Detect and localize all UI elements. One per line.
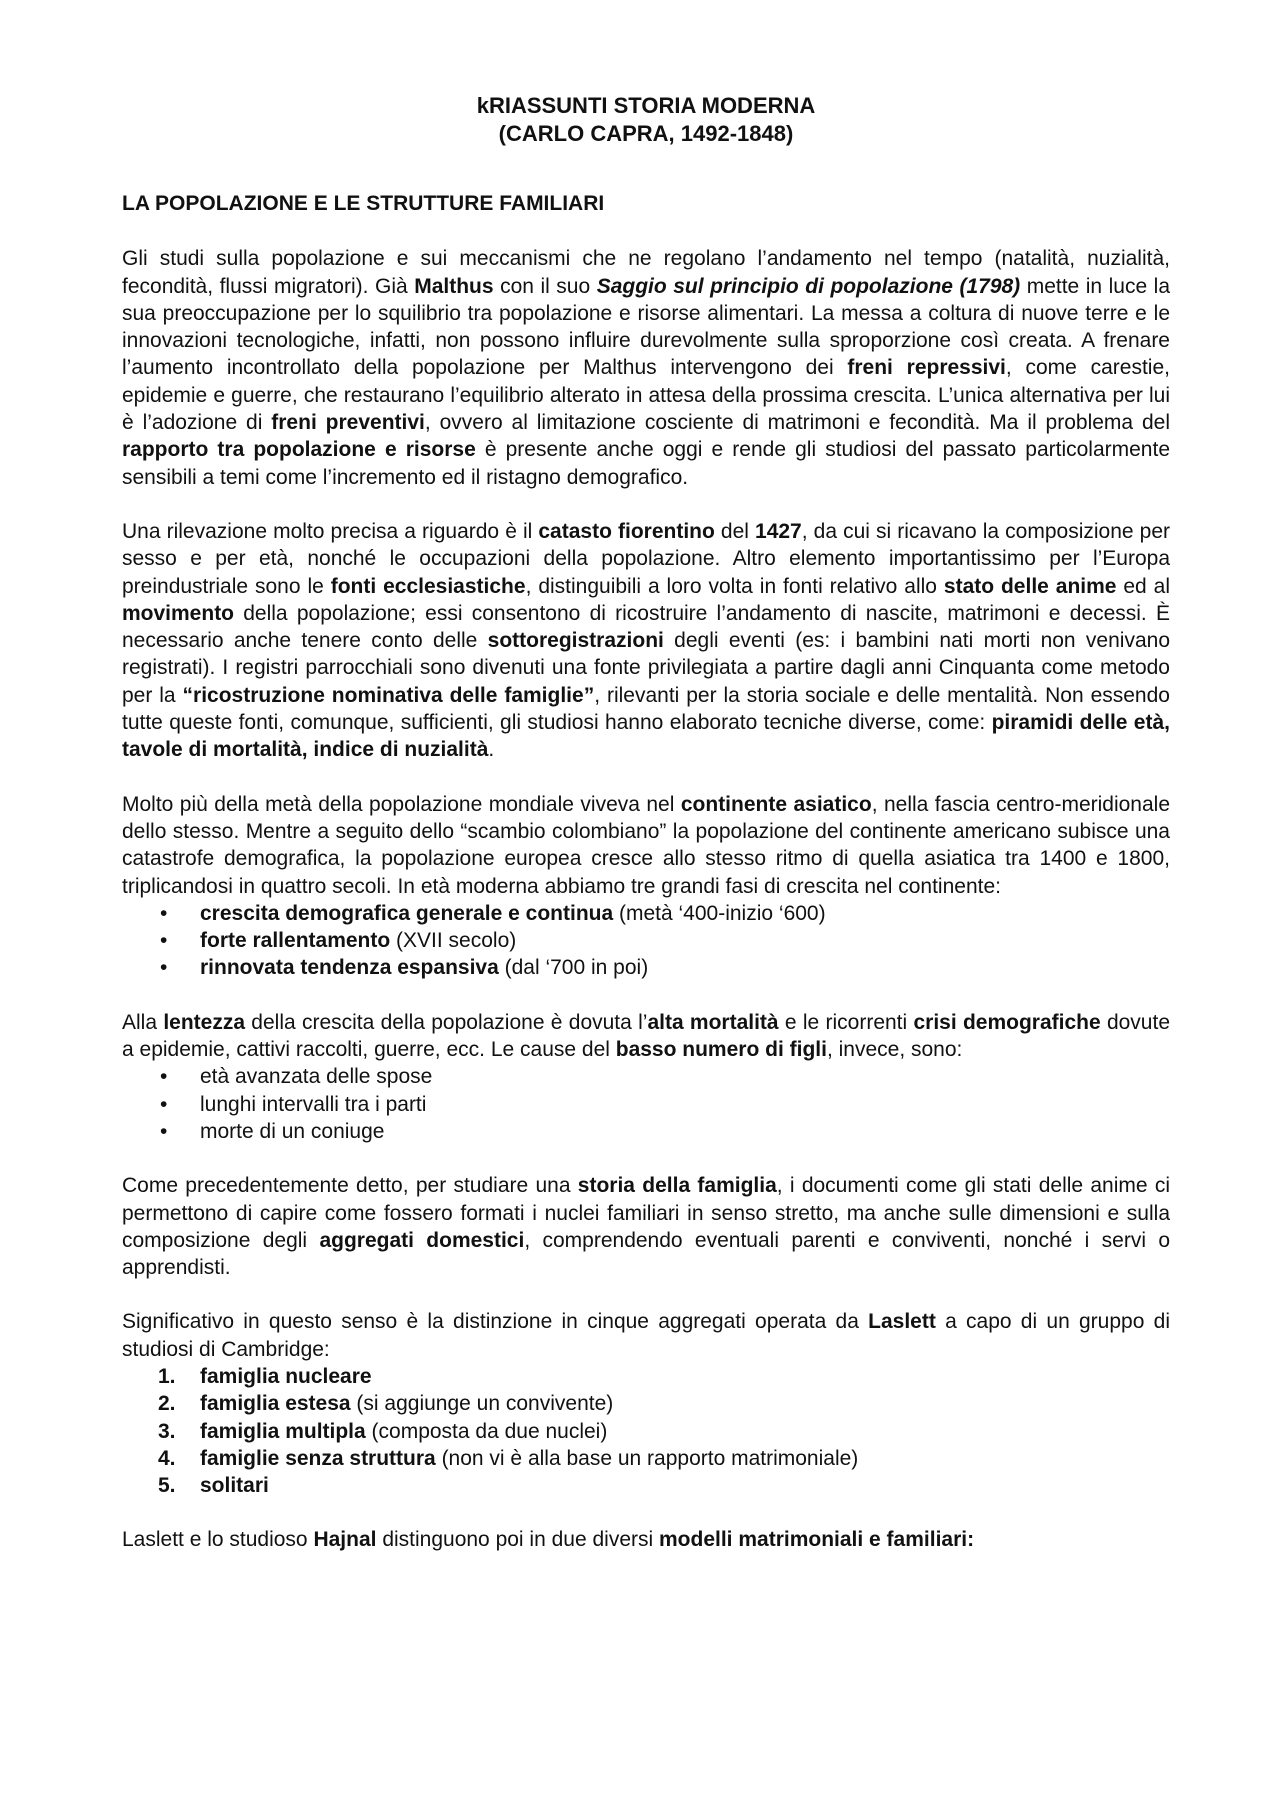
paragraph-mortalita [122,1009,1170,1064]
p7-bold-modelli: modelli matrimoniali e familiari: [659,1528,975,1552]
paragraph-famiglia [122,1172,1170,1281]
p4-bold-lentezza: lentezza [163,1010,246,1034]
p2-text-1: Una rilevazione molto precisa a riguardo è il [122,519,539,543]
list-item-text: (composta da due nuclei) [365,1419,608,1443]
p3-bold-asia: continente asiatico [680,792,872,816]
p6-text-1: Significativo in questo senso è la distinzione in cinque aggregati operata da [122,1310,869,1334]
list-number: 2. [158,1392,176,1416]
list-number: 5. [158,1474,176,1498]
list-item-bold: crescita demografica generale e continua [200,901,614,925]
p4-text-5: , invece, sono: [826,1038,963,1062]
list-item-bold: famiglia nucleare [200,1364,372,1388]
bullet-icon: • [160,901,168,925]
p2-text-4: , distinguibili a loro volta in fonti relativo allo [525,574,944,598]
p1-text-5: , ovvero al limitazione cosciente di matrimoni e fecondità. Ma il problema del [424,411,1170,435]
p7-bold-hajnal: Hajnal [313,1528,377,1552]
growth-phases-list [122,900,1170,982]
list-item-text: (non vi è alla base un rapporto matrimoniale) [435,1446,859,1470]
p1-text-2: con il suo [493,274,597,298]
bullet-icon: • [160,1065,168,1089]
list-item [122,1390,1170,1417]
bullet-icon: • [160,956,168,980]
p2-bold-catasto: catasto fiorentino [538,519,715,543]
p6-text-2: a capo di un gruppo di studiosi di Cambridge: [122,1310,1170,1361]
p5-bold-storia-famiglia: storia della famiglia [577,1174,777,1198]
paragraph-asia [122,791,1170,900]
p2-bold-stato-anime: stato delle anime [943,574,1117,598]
p2-text-8: , rilevanti per la storia sociale e delle mentalità. Non essendo tutte queste fonti, comunque, sufficienti, gli studiosi hanno elaborato tecniche diverse, come: [122,683,1170,735]
p2-text-3: , da cui si ricavano la composizione per sesso e per età, nonché le occupazioni della popolazione. Altro elemento importantissimo per l’Europa preindustriale sono le [122,519,1170,598]
p4-text-1: Alla [122,1010,164,1034]
list-item [122,1472,1170,1499]
list-item-bold: rinnovata tendenza espansiva [200,956,499,980]
p2-bold-1427: 1427 [755,519,802,543]
list-item [122,1445,1170,1472]
p5-text-2: , i documenti come gli stati delle anime ci permettono di capire come fossero formati i nuclei familiari in senso stretto, ma anche sulle dimensioni e sulla composizione degli [122,1174,1170,1252]
list-item-bold: solitari [200,1474,269,1498]
paragraph-hajnal [122,1526,1170,1553]
bullet-icon: • [160,1119,168,1143]
p2-text-2: del [714,519,756,543]
list-number: 1. [158,1364,176,1388]
p6-bold-laslett: Laslett [868,1310,936,1334]
list-item-text: età avanzata delle spose [200,1065,433,1089]
p1-text-4: , come carestie, epidemie e guerre, che restaurano l’equilibrio alterato in attesa della prossima crescita. L’unica alternativa per lui è l’adozione di [122,356,1170,435]
p5-bold-aggregati: aggregati domestici [319,1228,525,1252]
list-item [122,1063,1170,1090]
paragraph-malthus [122,245,1170,491]
p3-text-1: Molto più della metà della popolazione mondiale viveva nel [122,792,681,816]
p7-text-1: Laslett e lo studioso [122,1528,314,1552]
p1-text-1: Gli studi sulla popolazione e sui meccanismi che ne regolano l’andamento nel tempo (natalità, nuzialità, fecondità, flussi migratori). Già [122,247,1170,298]
p4-bold-basso-numero: basso numero di figli [615,1038,827,1062]
p1-text-6: è presente anche oggi e rende gli studiosi del passato particolarmente sensibili a temi come l’incremento ed il ristagno demografico. [122,438,1170,489]
p1-book-title: Saggio sul principio di popolazione (1798) [596,274,1021,298]
p5-text-1: Come precedentemente detto, per studiare una [122,1174,578,1198]
p2-bold-sottoregistrazioni: sottoregistrazioni [487,629,664,653]
list-item [122,1118,1170,1145]
p4-text-2: della crescita della popolazione è dovuta l’ [245,1010,648,1034]
p2-text-6: della popolazione; essi consentono di ricostruire l’andamento di nascite, matrimoni e decessi. È necessario anche tenere conto delle [122,601,1170,653]
p2-bold-ricostruzione: “ricostruzione nominativa delle famiglie” [182,683,595,707]
p1-bold-malthus: Malthus [414,274,494,298]
p2-bold-movimento: movimento [122,601,235,625]
title-line-2: (CARLO CAPRA, 1492-1848) [498,121,794,146]
list-item-text: (XVII secolo) [390,929,517,953]
list-item-text: morte di un coniuge [200,1119,385,1143]
list-item [122,1418,1170,1445]
list-item-text: (dal ‘700 in poi) [498,956,649,980]
p1-bold-rapporto: rapporto tra popolazione e risorse [122,438,476,462]
list-item-bold: famiglia multipla [200,1419,366,1443]
list-item [122,927,1170,954]
list-number: 4. [158,1446,176,1470]
p7-text-2: distinguono poi in due diversi [376,1528,659,1552]
p1-bold-freni-repressivi: freni repressivi [847,356,1006,380]
p3-text-2: , nella fascia centro-meridionale dello stesso. Mentre a seguito dello “scambio colombiano” la popolazione del continente americano subisce una catastrofe demografica, la popolazione europea cresce allo stesso ritmo di quella asiatica tra 1400 e 1800, triplicandosi in quattro secoli. In età moderna abbiamo tre grandi fasi di crescita nel continente: [122,792,1171,898]
p2-text-5: ed al [1116,574,1170,598]
p4-text-4: dovute a epidemie, cattivi raccolti, guerre, ecc. Le cause del [122,1010,1170,1062]
causes-list [122,1063,1170,1145]
list-item [122,1363,1170,1390]
list-item-bold: famiglie senza struttura [200,1446,436,1470]
bullet-icon: • [160,1092,168,1116]
list-item-text: lunghi intervalli tra i parti [200,1092,427,1116]
list-item-text: (si aggiunge un convivente) [350,1392,614,1416]
list-item-bold: famiglia estesa [200,1392,351,1416]
p2-bold-tecniche: piramidi delle età, tavole di mortalità, indice di nuzialità [122,711,1170,762]
p4-text-3: e le ricorrenti [778,1010,914,1034]
p2-text-9: . [488,738,495,762]
p4-bold-alta-mortalita: alta mortalità [647,1010,779,1034]
document-body [122,92,1170,1581]
paragraph-catasto [122,518,1170,764]
list-item [122,954,1170,981]
paragraph-laslett [122,1308,1170,1363]
list-item-bold: forte rallentamento [200,929,391,953]
p1-bold-freni-preventivi: freni preventivi [271,411,425,435]
list-number: 3. [158,1419,176,1443]
list-item-text: (metà ‘400-inizio ‘600) [613,901,826,925]
section-heading: LA POPOLAZIONE E LE STRUTTURE FAMILIARI [122,192,605,215]
list-item [122,1091,1170,1118]
p5-text-3: , comprendendo eventuali parenti e conviventi, nonché i servi o apprendisti. [122,1228,1170,1280]
p4-bold-crisi: crisi demografiche [913,1010,1101,1034]
p2-text-7: degli eventi (es: i bambini nati morti non venivano registrati). I registri parrocchiali sono divenuti una fonte privilegiata a partire dagli anni Cinquanta come metodo per la [122,629,1170,707]
bullet-icon: • [160,929,168,953]
p1-text-3: mette in luce la sua preoccupazione per lo squilibrio tra popolazione e risorse alimentari. La messa a coltura di nuove terre e le innovazioni tecnologiche, infatti, non possono influire durevolmente sulla sproporzione così creata. A frenare l’aumento incontrollato della popolazione per Malthus intervengono dei [122,274,1170,380]
p2-bold-fonti: fonti ecclesiastiche [330,574,526,598]
list-item [122,900,1170,927]
title-line-1: kRIASSUNTI STORIA MODERNA [476,93,816,118]
document-title [122,92,1170,148]
household-types-list [122,1363,1170,1499]
